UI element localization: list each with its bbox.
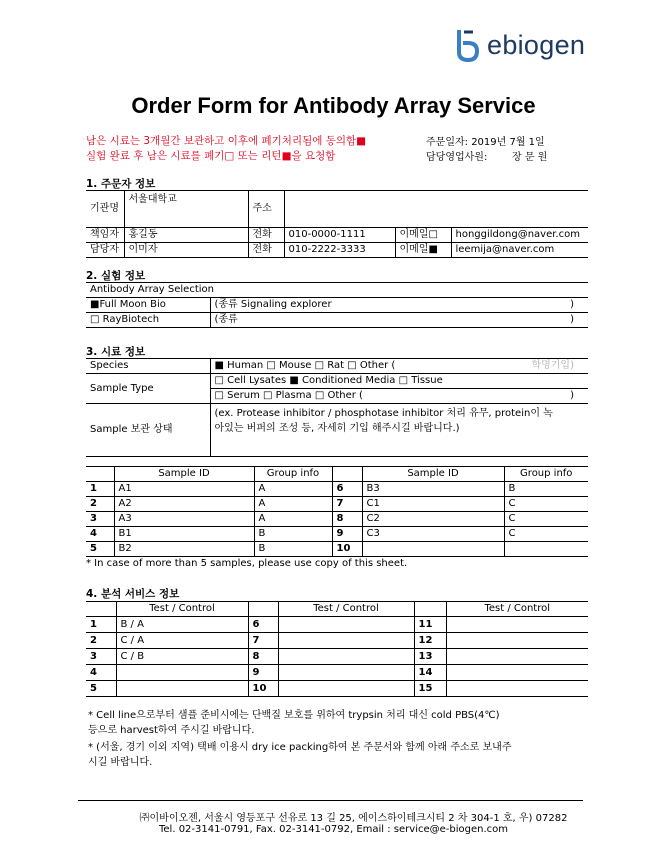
sample-id-table [86, 466, 588, 557]
pi-name[interactable]: 홍길동 [124, 228, 248, 243]
sample-type-label: Sample Type [86, 374, 210, 404]
contact-email-label[interactable]: 이메일■ [395, 243, 451, 258]
sample-row [86, 512, 588, 527]
storage-text-2: 아있는 버퍼의 조성 등, 자세히 기입 해주시길 바랍니다.) [214, 423, 460, 434]
sample-id[interactable]: A2 [114, 497, 254, 512]
experiment-info-table [86, 282, 588, 328]
test-control-header-3: Test / Control [446, 602, 588, 617]
group-info[interactable]: B [254, 542, 332, 557]
sample-no-header-1 [86, 467, 114, 482]
analysis-row [86, 633, 588, 649]
test-control-value[interactable]: C / B [116, 649, 248, 665]
section4-heading: 4. 분석 서비스 정보 [86, 588, 180, 600]
species-options[interactable] [210, 359, 588, 374]
raybiotech-option[interactable]: □ RayBiotech [86, 313, 210, 328]
org-label: 기관명 [86, 191, 124, 228]
note-cell-line-1: * Cell line으로부터 샘플 준비시에는 단백질 보호를 위하여 trypsin 처리 대신 cold PBS(4℃) [88, 710, 500, 721]
analysis-no: 5 [86, 681, 116, 697]
analysis-no: 9 [248, 665, 278, 681]
test-control-value[interactable] [278, 681, 414, 697]
sample-no: 1 [86, 482, 114, 497]
section2-heading: 2. 실험 정보 [86, 270, 146, 282]
sample-id[interactable] [362, 542, 504, 557]
contact-phone[interactable]: 010-2222-3333 [284, 243, 395, 258]
sample-no: 7 [332, 497, 362, 512]
sample-no: 2 [86, 497, 114, 512]
analysis-no-header-2 [248, 602, 278, 617]
sample-type-row1[interactable]: □ Cell Lysates ■ Conditioned Media □ Tissue [210, 374, 588, 389]
species-options-text: ■ Human □ Mouse □ Rat □ Other ( [214, 360, 396, 371]
species-label: Species [86, 359, 210, 374]
address-value[interactable] [284, 191, 588, 228]
analysis-no: 15 [414, 681, 446, 697]
pi-email[interactable]: honggildong@naver.com [451, 228, 588, 243]
analysis-no: 8 [248, 649, 278, 665]
analysis-no: 10 [248, 681, 278, 697]
pi-label: 책임자 [86, 228, 124, 243]
sample-id[interactable]: B3 [362, 482, 504, 497]
analysis-row [86, 665, 588, 681]
notice-line-2: 실험 완료 후 남은 시료를 폐기□ 또는 리턴■을 요청함 [86, 150, 336, 162]
analysis-row [86, 681, 588, 697]
sample-type-close: ) [570, 390, 574, 401]
group-info[interactable]: B [504, 482, 588, 497]
analysis-no: 6 [248, 617, 278, 633]
sample-id[interactable]: A3 [114, 512, 254, 527]
ebiogen-logo-icon [455, 28, 481, 62]
group-info[interactable]: B [254, 527, 332, 542]
note-shipping-1: * (서울, 경기 이외 지역) 택배 이용시 dry ice packing하여 본 주문서와 함께 아래 주소로 보내주 [88, 742, 512, 753]
test-control-value[interactable] [278, 649, 414, 665]
storage-label: Sample 보관 상태 [86, 404, 210, 457]
pi-email-label[interactable]: 이메일□ [395, 228, 451, 243]
analysis-no: 12 [414, 633, 446, 649]
sample-no: 3 [86, 512, 114, 527]
section3-heading: 3. 시료 정보 [86, 346, 146, 358]
note-shipping [88, 740, 588, 770]
analysis-no: 13 [414, 649, 446, 665]
sample-no: 5 [86, 542, 114, 557]
customer-info-table [86, 190, 588, 258]
raybiotech-type[interactable] [210, 313, 588, 328]
pi-phone[interactable]: 010-0000-1111 [284, 228, 395, 243]
test-control-value[interactable] [446, 665, 588, 681]
sample-row [86, 482, 588, 497]
contact-phone-label: 전화 [248, 243, 284, 258]
test-control-value[interactable] [116, 681, 248, 697]
logo-text: ebiogen [487, 29, 586, 60]
sample-id-header-2: Sample ID [362, 467, 504, 482]
sample-type-row2-text: □ Serum □ Plasma □ Other ( [214, 390, 363, 401]
footer-address: ㈜이바이오젠, 서울시 영등포구 선유로 13 길 25, 에이스하이테크시티 2 차 304-1 호, 우) 07282 [139, 813, 568, 824]
ebiogen-logo [455, 28, 585, 62]
sample-no: 10 [332, 542, 362, 557]
test-control-value[interactable] [278, 633, 414, 649]
sample-no: 6 [332, 482, 362, 497]
analysis-no: 7 [248, 633, 278, 649]
sample-type-row2[interactable] [210, 389, 588, 404]
sample-row [86, 527, 588, 542]
page-title: Order Form for Antibody Array Service [131, 93, 536, 118]
storage-text-1: (ex. Protease inhibitor / phosphotase inhibitor 처리 유무, protein이 녹 [214, 408, 553, 419]
analysis-no-header-1 [86, 602, 116, 617]
sample-id[interactable]: C3 [362, 527, 504, 542]
sample-info-table [86, 358, 588, 457]
group-info[interactable]: C [504, 512, 588, 527]
analysis-no: 4 [86, 665, 116, 681]
sample-no: 4 [86, 527, 114, 542]
test-control-value[interactable]: C / A [116, 633, 248, 649]
note-cell-line-2: 등으로 harvest하여 주시길 바랍니다. [88, 725, 255, 736]
sample-id[interactable]: C2 [362, 512, 504, 527]
test-control-header-1: Test / Control [116, 602, 248, 617]
group-info[interactable]: C [504, 527, 588, 542]
sales-rep-label: 담당영업사원: [426, 152, 488, 163]
footer-divider [78, 800, 583, 801]
note-cell-line [88, 708, 588, 738]
order-date: 주문일자: 2019년 7월 1일 [426, 137, 545, 148]
full-moon-bio-type[interactable] [210, 298, 588, 313]
analysis-no: 11 [414, 617, 446, 633]
storage-description[interactable] [210, 404, 588, 457]
raybiotech-close: ) [570, 314, 575, 325]
species-hint: 학명기입) [531, 360, 574, 371]
sample-no: 8 [332, 512, 362, 527]
analysis-no-header-3 [414, 602, 446, 617]
sample-row [86, 497, 588, 512]
footer-contact: Tel. 02-3141-0791, Fax. 02-3141-0792, Email : service@e-biogen.com [159, 824, 508, 835]
group-info[interactable]: A [254, 497, 332, 512]
sample-id[interactable]: A1 [114, 482, 254, 497]
test-control-value[interactable] [446, 617, 588, 633]
raybiotech-type-text: (종류 [214, 314, 238, 325]
sample-copy-note: * In case of more than 5 samples, please use copy of this sheet. [86, 558, 408, 569]
group-info-header-2: Group info [504, 467, 588, 482]
group-info[interactable]: C [504, 497, 588, 512]
test-control-value[interactable] [278, 617, 414, 633]
array-selection-header: Antibody Array Selection [86, 283, 588, 298]
test-control-value[interactable]: B / A [116, 617, 248, 633]
section1-heading: 1. 주문자 정보 [86, 178, 156, 190]
group-info-header-1: Group info [254, 467, 332, 482]
sales-rep-name: 장 문 원 [512, 152, 548, 163]
sample-row [86, 542, 588, 557]
test-control-value[interactable] [446, 681, 588, 697]
analysis-no: 14 [414, 665, 446, 681]
sample-id[interactable]: B2 [114, 542, 254, 557]
test-control-value[interactable] [446, 633, 588, 649]
group-info[interactable]: A [254, 512, 332, 527]
sample-id[interactable]: B1 [114, 527, 254, 542]
pi-phone-label: 전화 [248, 228, 284, 243]
notice-line-1: 남은 시료는 3개월간 보관하고 이후에 폐기처리됨에 동의함■ [86, 135, 367, 147]
sample-no: 9 [332, 527, 362, 542]
full-moon-bio-type-text: (종류 Signaling explorer [214, 299, 332, 310]
analysis-row [86, 649, 588, 665]
sample-id-header-1: Sample ID [114, 467, 254, 482]
analysis-service-table [86, 601, 588, 697]
test-control-header-2: Test / Control [278, 602, 414, 617]
analysis-no: 3 [86, 649, 116, 665]
full-moon-bio-option[interactable]: ■Full Moon Bio [86, 298, 210, 313]
group-info[interactable] [504, 542, 588, 557]
address-label: 주소 [248, 191, 284, 228]
contact-email[interactable]: leemija@naver.com [451, 243, 588, 258]
note-shipping-2: 시길 바랍니다. [88, 757, 153, 768]
sample-no-header-2 [332, 467, 362, 482]
analysis-no: 1 [86, 617, 116, 633]
test-control-value[interactable] [446, 649, 588, 665]
contact-label: 담당자 [86, 243, 124, 258]
contact-name[interactable]: 이미자 [124, 243, 248, 258]
test-control-value[interactable] [278, 665, 414, 681]
org-value[interactable]: 서울대학교 [124, 191, 248, 228]
group-info[interactable]: A [254, 482, 332, 497]
full-moon-bio-close: ) [570, 299, 575, 310]
analysis-row [86, 617, 588, 633]
analysis-no: 2 [86, 633, 116, 649]
test-control-value[interactable] [116, 665, 248, 681]
sample-id[interactable]: C1 [362, 497, 504, 512]
